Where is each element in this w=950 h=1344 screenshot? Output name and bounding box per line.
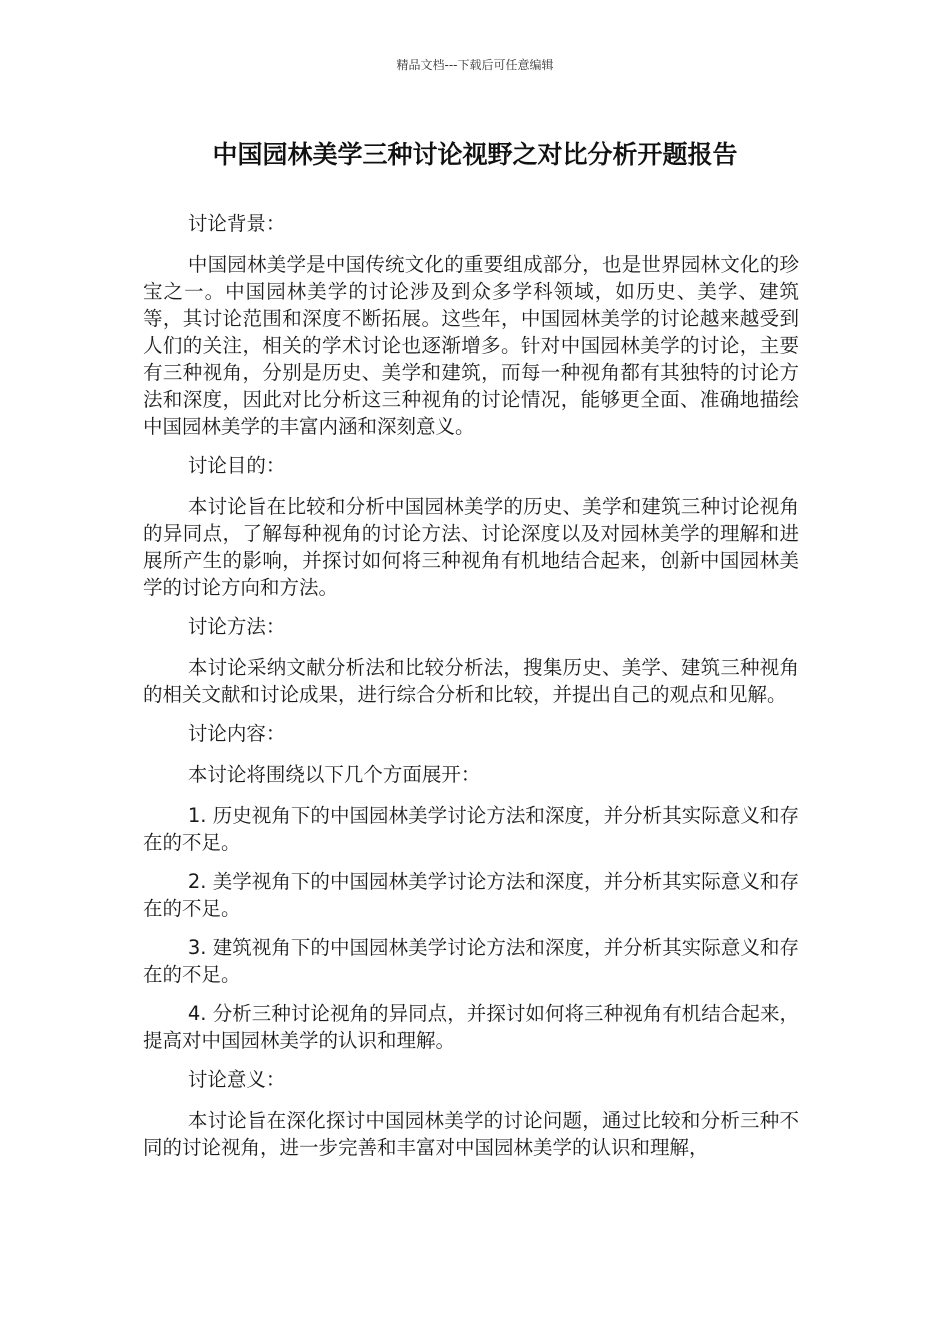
significance-heading: 讨论意义：: [187, 1068, 286, 1091]
content-list-item: 1. 历史视角下的中国园林美学讨论方法和深度，并分析其实际意义和存在的不足。: [143, 804, 799, 854]
background-paragraph: 中国园林美学是中国传统文化的重要组成部分，也是世界园林文化的珍宝之一。中国园林美学的讨论涉及到众多学科领域，如历史、美学、建筑等，其讨论范围和深度不断拓展。这些年，中国园林美学的讨论越来越受到人们的关注，相关的学术讨论也逐渐增多。针对中国园林美学的讨论，主要有三种视角，分别是历史、美学和建筑，而每一种视角都有其独特的讨论方法和深度，因此对比分析这三种视角的讨论情况，能够更全面、准确地描绘中国园林美学的丰富内涵和深刻意义。: [143, 253, 799, 438]
document-body: [143, 210, 799, 1173]
background-heading: 讨论背景：: [187, 212, 286, 235]
significance-paragraph: 本讨论旨在深化探讨中国园林美学的讨论问题，通过比较和分析三种不同的讨论视角，进一步完善和丰富对中国园林美学的认识和理解，: [143, 1109, 799, 1159]
content-list-item: 4. 分析三种讨论视角的异同点，并探讨如何将三种视角有机结合起来，提高对中国园林美学的认识和理解。: [143, 1002, 799, 1052]
method-paragraph: 本讨论采纳文献分析法和比较分析法，搜集历史、美学、建筑三种视角的相关文献和讨论成果，进行综合分析和比较，并提出自己的观点和见解。: [143, 656, 799, 706]
purpose-paragraph: 本讨论旨在比较和分析中国园林美学的历史、美学和建筑三种讨论视角的异同点，了解每种视角的讨论方法、讨论深度以及对园林美学的理解和进展所产生的影响，并探讨如何将三种视角有机地结合起来，创新中国园林美学的讨论方向和方法。: [143, 495, 799, 599]
method-heading: 讨论方法：: [187, 615, 286, 638]
document-title: 中国园林美学三种讨论视野之对比分析开题报告: [212, 140, 738, 169]
content-heading: 讨论内容：: [187, 722, 286, 745]
purpose-heading: 讨论目的：: [187, 454, 286, 477]
page-header-note: 精品文档---下载后可任意编辑: [396, 58, 554, 72]
content-list-item: 3. 建筑视角下的中国园林美学讨论方法和深度，并分析其实际意义和存在的不足。: [143, 936, 799, 986]
content-list-item: 2. 美学视角下的中国园林美学讨论方法和深度，并分析其实际意义和存在的不足。: [143, 870, 799, 920]
content-intro: 本讨论将围绕以下几个方面展开：: [187, 763, 481, 786]
